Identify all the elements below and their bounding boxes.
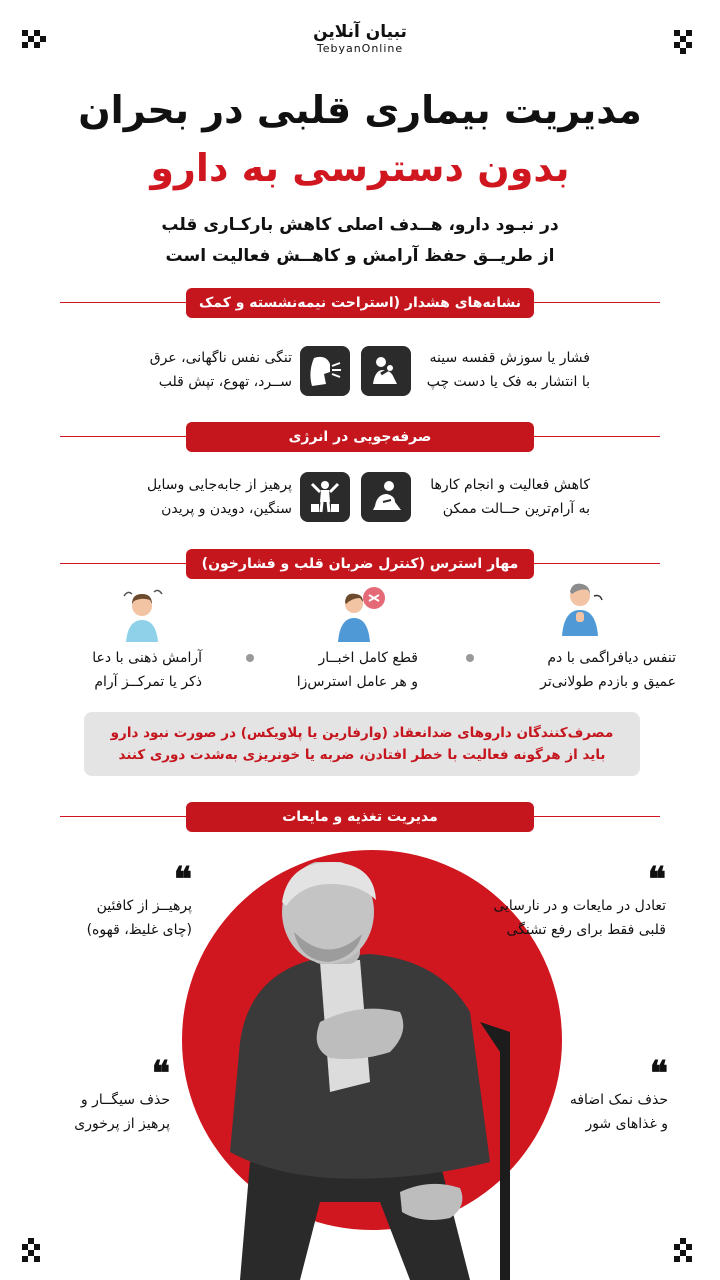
no-lifting-icon	[300, 472, 350, 522]
subtitle-line: در نبـود دارو، هــدف اصلی کاهش بارکـاری قلب	[161, 215, 559, 235]
energy-item-no-heavy-lifting	[104, 473, 292, 521]
page-title-highlight: بدون دسترسی به دارو	[150, 146, 570, 190]
energy-item-slow-down	[398, 473, 590, 521]
quote-mark-icon: ❝	[173, 860, 192, 900]
section-label: نشانه‌های هشدار (استراحت نیمه‌نشسته و کمک فوری)	[186, 288, 534, 318]
quote-mark-icon: ❝	[151, 1054, 170, 1094]
quote-line: پرهیز از پرخوری	[74, 1116, 170, 1132]
item-line: عمیق و بازدم طولانی‌تر	[540, 674, 676, 690]
warning-line: مصرف‌کنندگان داروهای ضدانعقاد (وارفارین یا پلاویکس) در صورت نبود دارو	[110, 725, 614, 741]
item-line: کاهش فعالیت و انجام کارها	[430, 477, 590, 493]
quote-line: قلبی فقط برای رفع تشنگی	[506, 922, 666, 938]
quote-mark-icon: ❝	[647, 860, 666, 900]
section-nutrition	[60, 802, 660, 832]
item-line: فشار یا سوزش قفسه سینه	[429, 350, 590, 366]
brand-name-fa: تبیان آنلاین	[313, 22, 407, 42]
quote-line: حذف سیگــار و	[80, 1092, 170, 1108]
item-line: ذکر یا تمرکــز آرام	[94, 674, 202, 690]
item-line: به آرام‌ترین حــالت ممکن	[442, 501, 590, 517]
subtitle-line: از طریــق حفظ آرامش و کاهــش فعالیت است	[165, 246, 555, 266]
stress-item-deep-breathing	[480, 646, 676, 694]
item-line: تنگی نفس ناگهانی، عرق	[149, 350, 292, 366]
quote-line: پرهیــز از کافئین	[96, 898, 192, 914]
item-line: قطع کامل اخبــار	[318, 650, 418, 666]
brand-logo	[0, 22, 720, 55]
section-label: مدیریت تغذیه و مایعات	[186, 802, 534, 832]
nutrition-quote-fluids	[444, 860, 666, 942]
nutrition-quote-smoking	[52, 1054, 170, 1136]
news-off-icon	[330, 584, 390, 644]
nutrition-quote-caffeine	[60, 860, 192, 942]
separator-dot	[246, 654, 254, 662]
anticoagulant-warning-box	[84, 712, 640, 776]
item-line: تنفس دیافراگمی با دم	[547, 650, 676, 666]
section-label: صرفه‌جویی در انرژی	[186, 422, 534, 452]
item-line: و هر عامل استرس‌زا	[296, 674, 418, 690]
quote-line: تعادل در مایعات و در نارسایی	[493, 898, 666, 914]
quote-mark-icon: ❝	[649, 1054, 668, 1094]
quote-line: حذف نمک اضافه	[569, 1092, 668, 1108]
nutrition-quote-salt	[534, 1054, 668, 1136]
warning-line: باید از هرگونه فعالیت با خطر افتادن، ضربه یا خونریزی به‌شدت دوری کنند	[118, 747, 606, 763]
calm-mind-icon	[114, 584, 174, 644]
item-line: ســرد، تهوع، تپش قلب	[158, 374, 292, 390]
section-energy-saving	[60, 422, 660, 452]
warning-item-chest-pain	[398, 346, 590, 394]
stress-item-news-off	[268, 646, 418, 694]
page-title: مدیریت بیماری قلبی در بحران	[78, 88, 642, 132]
section-label: مهار استرس (کنترل ضربان قلب و فشارخون)	[186, 549, 534, 579]
section-warning-signs	[60, 288, 660, 341]
brand-name-en: TebyanOnline	[316, 42, 404, 55]
corner-ornament-bottom-left	[22, 1238, 46, 1262]
item-line: سنگین، دویدن و پریدن	[161, 501, 292, 517]
breathless-icon	[300, 346, 350, 396]
deep-breathing-icon	[552, 578, 612, 638]
corner-ornament-bottom-right	[674, 1238, 698, 1262]
quote-line: (چای غلیظ، قهوه)	[86, 922, 192, 938]
item-line: پرهیز از جابه‌جایی وسایل	[146, 477, 292, 493]
page-subtitle	[0, 210, 720, 272]
warning-item-breathless	[104, 346, 292, 394]
separator-dot	[466, 654, 474, 662]
quote-line: و غذاهای شور	[585, 1116, 668, 1132]
section-stress-control	[60, 549, 660, 579]
stress-item-calm-mind	[52, 646, 202, 694]
item-line: با انتشار به فک یا دست چپ	[426, 374, 590, 390]
item-line: آرامش ذهنی با دعا	[92, 650, 202, 666]
